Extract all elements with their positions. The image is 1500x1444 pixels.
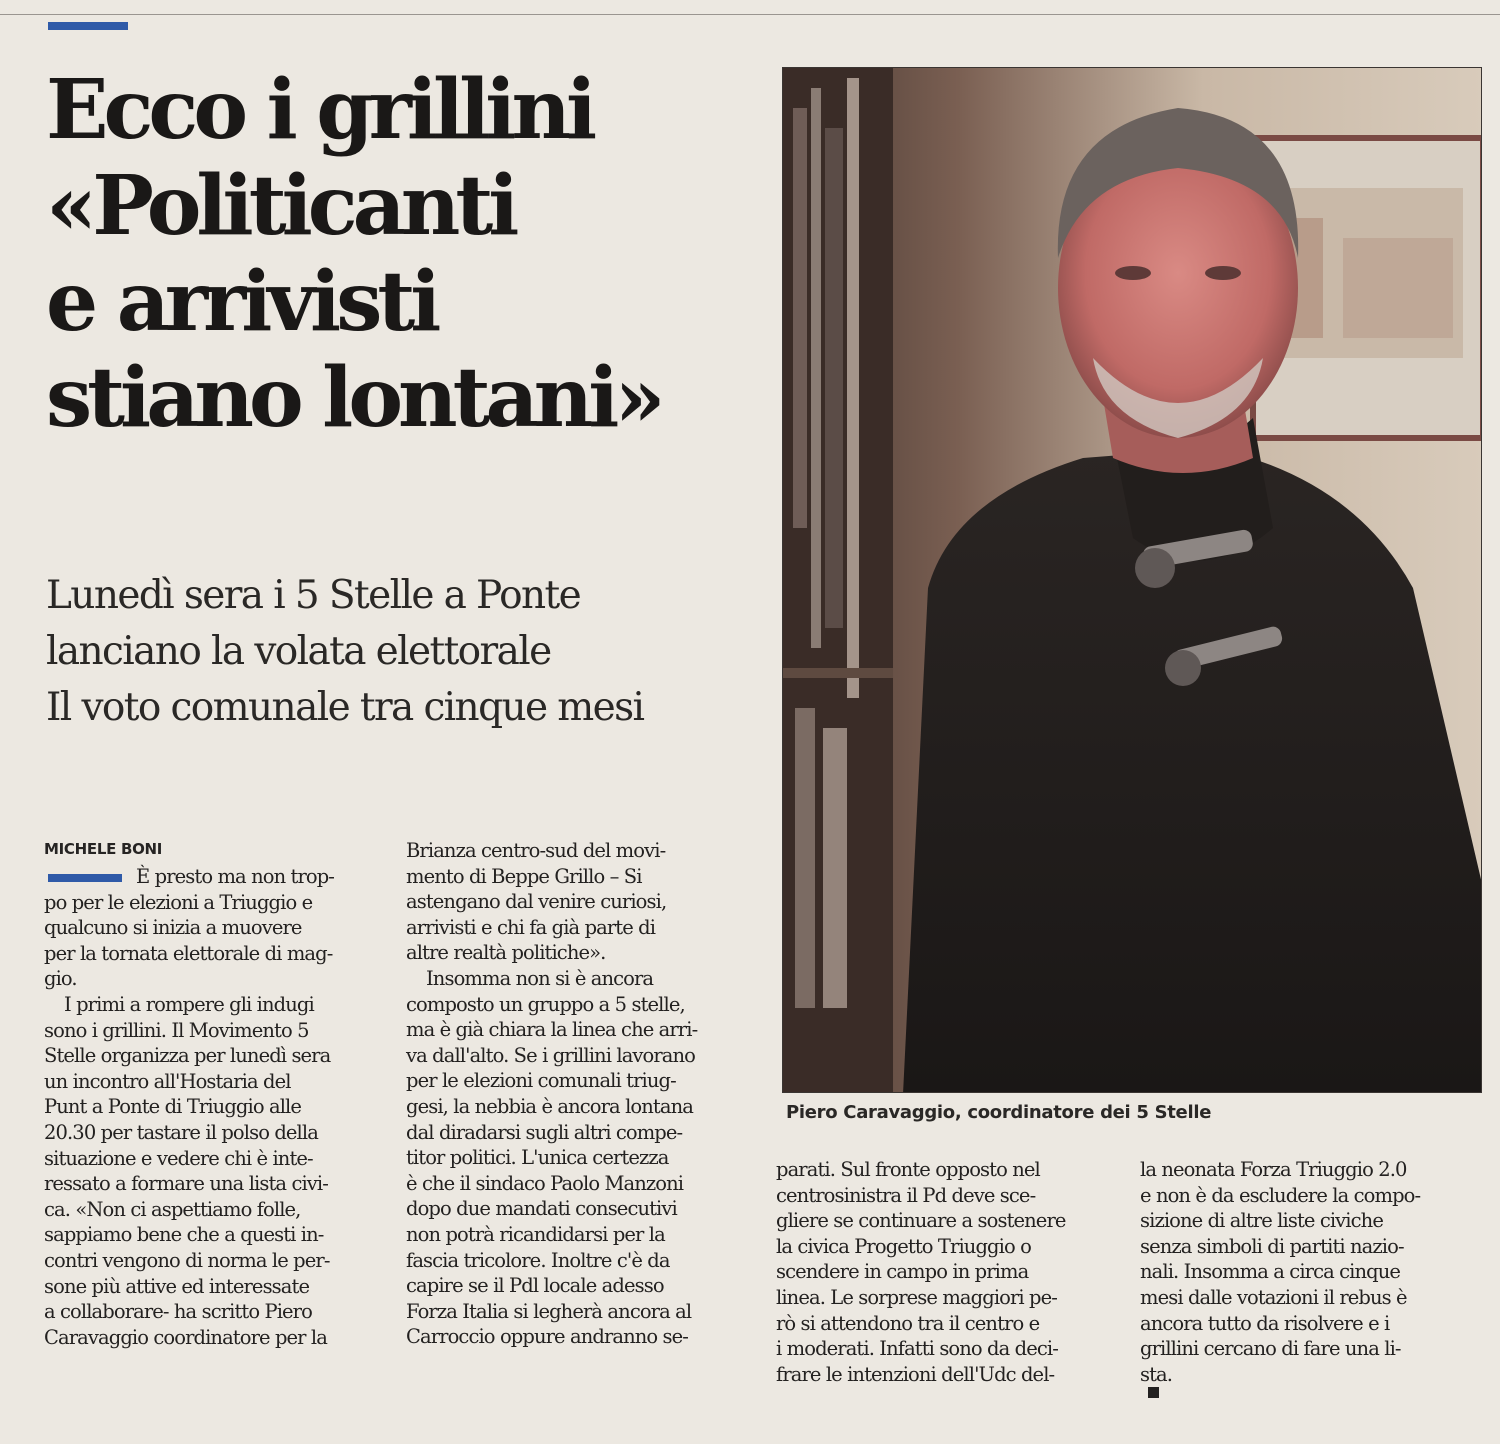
text-line: frare le intenzioni dell'Udc del- bbox=[776, 1362, 1055, 1386]
text-line: sizione di altre liste civiche bbox=[1140, 1209, 1383, 1233]
subheadline-line: lanciano la volata elettorale bbox=[46, 629, 551, 674]
text-line: ancora tutto da risolvere e i bbox=[1140, 1311, 1390, 1335]
text-line: i moderati. Infatti sono da deci- bbox=[776, 1337, 1058, 1361]
text-line: la neonata Forza Triuggio 2.0 bbox=[1140, 1158, 1407, 1181]
article-column-3 bbox=[776, 1157, 1116, 1387]
kicker-bar bbox=[48, 22, 128, 30]
text-line: astengano dal venire curiosi, bbox=[406, 890, 667, 914]
article-column-1 bbox=[44, 864, 380, 1350]
text-line: sono i grillini. Il Movimento 5 bbox=[44, 1018, 309, 1042]
text-line: sone più attive ed interessate bbox=[44, 1274, 310, 1298]
text-line: va dall'alto. Se i grillini lavorano bbox=[406, 1043, 696, 1067]
text-line: rò si attendono tra il centro e bbox=[776, 1311, 1040, 1335]
text-line: situazione e vedere chi è inte- bbox=[44, 1146, 313, 1170]
headline-line: stiano lontani» bbox=[46, 350, 661, 446]
text-line: titor politici. L'unica certezza bbox=[406, 1146, 669, 1170]
text-line: capire se il Pdl locale adesso bbox=[406, 1274, 664, 1298]
text-line: gliere se continuare a sostenere bbox=[776, 1209, 1066, 1233]
text-line: un incontro all'Hostaria del bbox=[44, 1069, 291, 1093]
text-line: 20.30 per tastare il polso della bbox=[44, 1120, 318, 1144]
text-line: nali. Insomma a circa cinque bbox=[1140, 1260, 1401, 1284]
text-line: gio. bbox=[44, 967, 77, 991]
top-rule bbox=[0, 14, 1500, 15]
text-line: ca. «Non ci aspettiamo folle, bbox=[44, 1197, 301, 1221]
text-line: Carroccio oppure andranno se- bbox=[406, 1325, 688, 1349]
subheadline-line: Lunedì sera i 5 Stelle a Ponte bbox=[46, 573, 581, 618]
text-line: po per le elezioni a Triuggio e bbox=[44, 890, 313, 914]
end-of-article-mark bbox=[1148, 1387, 1159, 1398]
headline-line: «Politicanti bbox=[46, 158, 515, 254]
text-line: e non è da escludere la compo- bbox=[1140, 1183, 1421, 1207]
portrait-photo bbox=[782, 67, 1482, 1093]
text-line: Caravaggio coordinatore per la bbox=[44, 1325, 327, 1349]
text-line: sappiamo bene che a questi in- bbox=[44, 1223, 324, 1247]
headline-line: e arrivisti bbox=[46, 254, 437, 350]
text-line: per la tornata elettorale di mag- bbox=[44, 941, 333, 965]
headline-line: Ecco i grillini bbox=[46, 62, 593, 158]
text-line: dopo due mandati consecutivi bbox=[406, 1197, 677, 1221]
portrait-illustration bbox=[783, 68, 1482, 1093]
text-line: altre realtà politiche». bbox=[406, 941, 606, 965]
article-column-4 bbox=[1140, 1157, 1480, 1398]
text-line: la civica Progetto Triuggio o bbox=[776, 1234, 1031, 1258]
text-line: senza simboli di partiti nazio- bbox=[1140, 1234, 1404, 1258]
text-line: È presto ma non trop- bbox=[136, 865, 334, 888]
text-line: Stelle organizza per lunedì sera bbox=[44, 1044, 331, 1068]
text-line: Punt a Ponte di Triuggio alle bbox=[44, 1095, 302, 1119]
article-column-2 bbox=[406, 838, 746, 1350]
photo-caption: Piero Caravaggio, coordinatore dei 5 Stelle bbox=[786, 1102, 1212, 1123]
text-line: è che il sindaco Paolo Manzoni bbox=[406, 1171, 684, 1195]
headline bbox=[46, 62, 766, 446]
text-line: fascia tricolore. Inoltre c'è da bbox=[406, 1248, 670, 1272]
text-line-end: sta. bbox=[1140, 1362, 1173, 1386]
byline: MICHELE BONI bbox=[44, 840, 163, 858]
subheadline bbox=[46, 568, 766, 736]
text-line: per le elezioni comunali triug- bbox=[406, 1069, 676, 1093]
text-line: Forza Italia si legherà ancora al bbox=[406, 1299, 692, 1323]
text-line: arrivisti e chi fa già parte di bbox=[406, 915, 656, 939]
text-line: composto un gruppo a 5 stelle, bbox=[406, 992, 685, 1016]
text-line: I primi a rompere gli indugi bbox=[64, 992, 314, 1016]
text-line: mesi dalle votazioni il rebus è bbox=[1140, 1285, 1407, 1309]
text-line: grillini cercano di fare una li- bbox=[1140, 1337, 1401, 1361]
text-line: ressato a formare una lista civi- bbox=[44, 1172, 328, 1196]
text-line: linea. Le sorprese maggiori pe- bbox=[776, 1285, 1057, 1309]
text-line: ma è già chiara la linea che arri- bbox=[406, 1018, 698, 1042]
text-line: Insomma non si è ancora bbox=[426, 966, 654, 990]
text-line: a collaborare- ha scritto Piero bbox=[44, 1300, 312, 1324]
text-line: centrosinistra il Pd deve sce- bbox=[776, 1183, 1036, 1207]
text-line: contri vengono di norma le per- bbox=[44, 1248, 330, 1272]
text-line: dal diradarsi sugli altri compe- bbox=[406, 1120, 683, 1144]
text-line: gesi, la nebbia è ancora lontana bbox=[406, 1094, 693, 1118]
text-line: mento di Beppe Grillo – Si bbox=[406, 864, 642, 888]
text-line: qualcuno si inizia a muovere bbox=[44, 916, 302, 940]
text-line: non potrà ricandidarsi per la bbox=[406, 1222, 665, 1246]
text-line: Brianza centro-sud del movi- bbox=[406, 839, 666, 862]
text-line bbox=[1140, 1362, 1480, 1399]
text-line: parati. Sul fronte opposto nel bbox=[776, 1158, 1040, 1181]
text-line: scendere in campo in prima bbox=[776, 1260, 1029, 1284]
subheadline-line: Il voto comunale tra cinque mesi bbox=[46, 685, 644, 730]
